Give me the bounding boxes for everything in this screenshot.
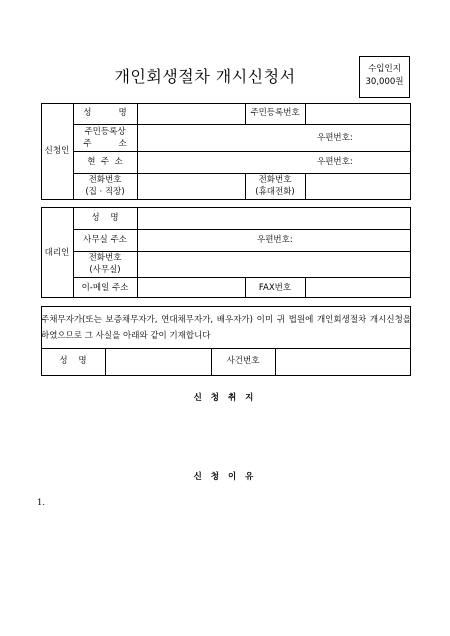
agent-fax-field[interactable]: [306, 278, 410, 297]
related-debtor-name-label: 성 명: [59, 356, 87, 366]
reg-address-label-line2: 주 소: [83, 139, 127, 149]
purpose-heading: 신 청 취 지: [193, 393, 257, 403]
prior-filing-statement: 주채무자가(또는 보증채무자가, 연대채무자가, 배우자가) 이미 귀 법원에 개인회생절차 개시신청을 하였으므로 그 사실을 아래와 같이 기재합니다: [41, 315, 411, 341]
reg-address-label-line1: 주민등록상: [84, 127, 126, 137]
agent-section-label: 대리인: [44, 248, 70, 258]
form-title: 개인회생절차 개시신청서: [114, 67, 296, 86]
related-case-number-label: 사건번호: [226, 356, 260, 366]
agent-phone-label-line2: (사무실): [89, 265, 121, 275]
home-phone-label-line1: 전화번호: [88, 175, 122, 185]
reason-item-1-number: 1.: [37, 498, 46, 508]
stamp-label: 수입인지: [368, 64, 401, 74]
reg-address-postal-label: 우편번호:: [317, 133, 353, 143]
applicant-name-field[interactable]: [138, 104, 244, 123]
agent-phone-field[interactable]: [138, 252, 410, 276]
applicant-rrn-label: 주민등록번호: [250, 108, 300, 118]
mobile-phone-label-line1: 전화번호: [258, 175, 292, 185]
purpose-field[interactable]: [41, 406, 411, 466]
reg-address-field[interactable]: [138, 125, 410, 150]
home-phone-field[interactable]: [138, 174, 244, 199]
mobile-phone-field[interactable]: [306, 174, 410, 199]
mobile-phone-label-line2: (휴대전화): [255, 187, 295, 197]
related-case-number-field[interactable]: [276, 349, 410, 375]
agent-email-label: 이-메일 주소: [81, 283, 129, 293]
agent-name-label: 성 명: [91, 213, 119, 223]
home-phone-label-line2: (집 · 직장): [85, 187, 125, 197]
stamp-amount: 30,000원: [365, 77, 404, 87]
related-debtor-name-field[interactable]: [106, 349, 210, 375]
applicant-section-label: 신청인: [44, 146, 70, 156]
agent-office-address-label: 사무실 주소: [83, 235, 127, 245]
current-address-postal-label: 우편번호:: [317, 157, 353, 167]
agent-fax-label: FAX번호: [258, 283, 292, 293]
reason-field[interactable]: [48, 494, 411, 614]
agent-office-address-field[interactable]: [138, 230, 410, 250]
agent-postal-label: 우편번호:: [257, 235, 293, 245]
reason-heading: 신 청 이 유: [193, 472, 257, 482]
agent-email-field[interactable]: [138, 278, 244, 297]
current-address-field[interactable]: [138, 152, 410, 172]
applicant-rrn-field[interactable]: [306, 104, 410, 123]
agent-name-field[interactable]: [138, 208, 410, 228]
current-address-label: 현 주 소: [87, 157, 123, 167]
applicant-name-label: 성 명: [83, 108, 127, 118]
agent-phone-label-line1: 전화번호: [88, 253, 122, 263]
